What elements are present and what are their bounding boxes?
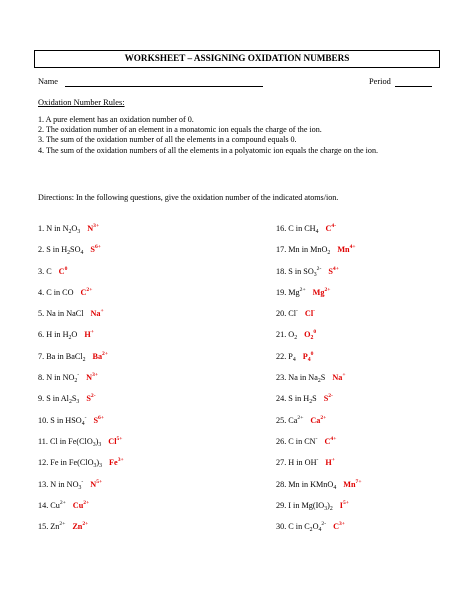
answer-text: $O_2^0$	[304, 329, 317, 342]
question-text: Na in $Na_2S$	[288, 373, 326, 385]
question-number: 22.	[276, 351, 289, 361]
question-item	[276, 522, 474, 543]
question-item	[38, 458, 238, 479]
question-item	[38, 501, 238, 522]
question-number: 8.	[38, 373, 47, 383]
question-text: $O_2$	[288, 330, 298, 342]
question-number: 29.	[276, 500, 289, 510]
question-number: 14.	[38, 500, 51, 510]
question-number: 23.	[276, 373, 289, 383]
period-label: Period	[369, 77, 391, 86]
question-item	[276, 501, 474, 522]
answer-text: $S^{2-}$	[86, 393, 96, 404]
answer-text: Cl-	[304, 308, 315, 319]
answer-text: $Zn^{2+}$	[72, 521, 89, 532]
name-blank-line[interactable]	[65, 86, 263, 87]
question-text: Mn in MnO$_2$	[288, 245, 331, 257]
question-text: $Zn^{2+}$	[50, 521, 66, 532]
question-text: $P_4$	[288, 351, 296, 363]
question-text: H in $H_2O$	[46, 330, 78, 342]
rules-list	[38, 115, 448, 156]
answer-text: $S^{2-}$	[323, 393, 333, 404]
answer-text: $Mn^{7+}$	[343, 478, 362, 489]
question-item	[276, 224, 474, 245]
question-number: 15.	[38, 522, 51, 532]
question-item	[38, 309, 238, 330]
question-text: I in $Mg(IO_3)_2$	[288, 500, 333, 512]
answer-text: $Mg^{2+}$	[312, 286, 331, 297]
question-item	[276, 458, 474, 479]
answer-text: Na+	[332, 372, 346, 383]
question-text: N in $NO_2^-$	[46, 372, 80, 385]
answer-text: $S^{4+}$	[328, 265, 339, 276]
answer-text: $S^{6+}$	[93, 414, 105, 425]
worksheet-title: WORKSHEET – ASSIGNING OXIDATION NUMBERS	[34, 50, 440, 68]
question-text: $Cu^{2+}$	[50, 499, 66, 510]
question-text: S in $Al_2S_3$	[46, 394, 80, 406]
answer-text: H+	[84, 329, 94, 340]
question-number: 13.	[38, 479, 51, 489]
question-item	[276, 352, 474, 373]
question-item	[38, 373, 238, 394]
question-text: S in $SO_3^{2-}$	[288, 265, 322, 278]
question-number: 7.	[38, 351, 47, 361]
question-text: Ba in BaCl$_2$	[46, 351, 86, 363]
question-item	[276, 245, 474, 266]
answer-text: $Ca^{2+}$	[310, 414, 327, 425]
question-text: C in CN-	[288, 435, 318, 446]
question-item	[38, 437, 238, 458]
question-number: 5.	[38, 309, 47, 319]
question-text: Cl-	[288, 308, 298, 319]
question-number: 30.	[276, 522, 289, 532]
question-text: $Ca^{2+}$	[288, 414, 304, 425]
answer-text: $Cu^{2+}$	[72, 499, 90, 510]
question-number: 21.	[276, 330, 289, 340]
answer-text: $C^{4-}$	[325, 223, 337, 233]
answer-text: $C^0$	[58, 265, 68, 276]
question-item	[276, 437, 474, 458]
question-item	[38, 288, 238, 309]
question-item	[276, 373, 474, 394]
rules-heading: Oxidation Number Rules:	[38, 98, 125, 107]
answer-text: $P_4^0$	[302, 350, 314, 363]
question-item	[38, 352, 238, 373]
question-item	[38, 394, 238, 415]
question-item	[276, 330, 474, 351]
directions-text: Directions: In the following questions, give the oxidation number of the indicated atoms/ion.	[38, 193, 339, 202]
question-text: N in $NO_3^-$	[50, 478, 84, 491]
question-number: 18.	[276, 266, 289, 276]
question-text: Mn in KMnO$_4$	[288, 479, 337, 491]
answer-text: $N^{3+}$	[86, 372, 99, 383]
question-number: 16.	[276, 224, 289, 233]
answer-text: Na+	[90, 308, 104, 319]
question-number: 28.	[276, 479, 289, 489]
question-item	[38, 416, 238, 437]
question-text: C in CO	[46, 287, 74, 297]
question-item	[276, 267, 474, 288]
answer-text: $Fe^{3+}$	[109, 457, 124, 468]
question-item	[38, 224, 238, 245]
answer-text: $N^{3+}$	[87, 223, 100, 233]
question-number: 17.	[276, 245, 289, 255]
question-text: Cl in $Fe(ClO_3)_3$	[49, 436, 102, 448]
answer-text: $Mn^{4+}$	[337, 244, 356, 255]
answer-text: $Cl^{5+}$	[108, 435, 123, 446]
question-number: 6.	[38, 330, 47, 340]
question-text: C	[46, 266, 52, 276]
answer-text: $N^{5+}$	[90, 478, 103, 489]
question-item	[276, 416, 474, 437]
question-number: 19.	[276, 287, 289, 297]
question-text: N in $N_2O_3$	[46, 224, 81, 235]
question-number: 12.	[38, 458, 51, 468]
question-text: S in $H_2SO_4$	[46, 245, 84, 257]
question-item	[38, 522, 238, 543]
rule-item: 4. The sum of the oxidation numbers of all the elements in a polyatomic ion equals the charge on the ion.	[38, 145, 379, 155]
answer-text: $I^{5+}$	[339, 499, 349, 510]
answer-text: $Ba^{2+}$	[92, 350, 109, 361]
question-text: C in $CH_4$	[288, 224, 319, 235]
questions-column-left	[38, 224, 238, 543]
questions-column-right	[276, 224, 474, 543]
question-item	[38, 267, 238, 288]
period-blank-line[interactable]	[395, 86, 432, 87]
question-number: 4.	[38, 287, 47, 297]
question-text: H in OH-	[288, 457, 319, 468]
question-number: 24.	[276, 394, 289, 404]
answer-text: H+	[325, 457, 335, 468]
question-item	[38, 480, 238, 501]
question-item	[276, 480, 474, 501]
name-label: Name	[38, 77, 58, 86]
question-number: 2.	[38, 245, 47, 255]
answer-text: $C^{2+}$	[80, 286, 93, 297]
question-item	[38, 245, 238, 266]
answer-text: $S^{6+}$	[90, 244, 101, 255]
question-text: Fe in $Fe(ClO_3)_3$	[50, 458, 103, 470]
question-number: 10.	[38, 415, 51, 425]
question-text: C in $C_2O_4^{2-}$	[288, 521, 327, 534]
question-number: 3.	[38, 266, 47, 276]
question-number: 26.	[276, 436, 289, 446]
question-number: 1.	[38, 224, 47, 233]
question-number: 20.	[276, 309, 289, 319]
rule-item: 1. A pure element has an oxidation number of 0.	[38, 115, 194, 124]
question-text: $Mg^{2+}$	[288, 286, 306, 297]
question-number: 11.	[38, 436, 50, 446]
answer-text: $C^{3+}$	[333, 521, 345, 532]
rule-item: 2. The oxidation number of an element in a monatomic ion equals the charge of the ion.	[38, 125, 322, 135]
question-item	[276, 394, 474, 415]
question-number: 27.	[276, 458, 289, 468]
question-item	[276, 288, 474, 309]
rule-item: 3. The sum of the oxidation number of all the elements in a compound equals 0.	[38, 135, 297, 145]
answer-text: $C^{4+}$	[324, 435, 337, 446]
question-text: S in $HSO_4^-$	[50, 414, 87, 427]
question-number: 25.	[276, 415, 289, 425]
question-text: S in $H_2S$	[288, 394, 317, 406]
question-number: 9.	[38, 394, 47, 404]
question-item	[276, 309, 474, 330]
question-text: Na in NaCl	[46, 309, 84, 319]
question-item	[38, 330, 238, 351]
